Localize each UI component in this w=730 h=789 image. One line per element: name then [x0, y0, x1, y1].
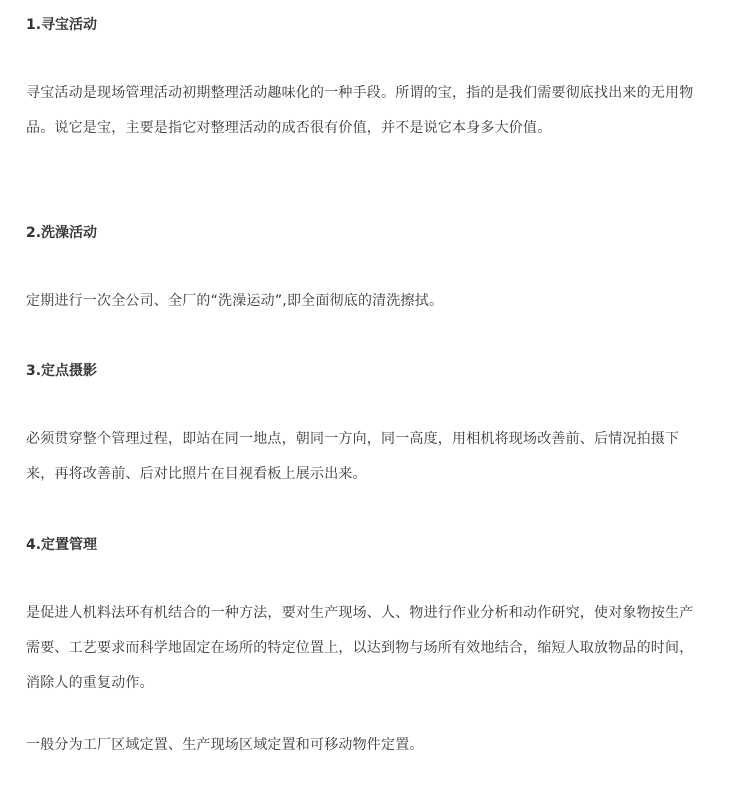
- section-paragraph-bath-activity: 定期进行一次全公司、全厂的“洗澡运动”,即全面彻底的清洗擦拭。: [26, 293, 444, 309]
- section-heading-bath-activity: 2.洗澡活动: [26, 225, 98, 241]
- section-paragraph-treasure-hunt: 寻宝活动是现场管理活动初期整理活动趣味化的一种手段。所谓的宝，指的是我们需要彻底找出来的无用物品。说它是宝，主要是指它对整理活动的成否很有价值，并不是说它本身多大价值。: [26, 85, 694, 136]
- section-heading-placement-management: 4.定置管理: [26, 537, 98, 553]
- section-paragraph-placement-management: 是促进人机料法环有机结合的一种方法，要对生产现场、人、物进行作业分析和动作研究，使对象物按生产需要、工艺要求而科学地固定在场所的特定位置上，以达到物与场所有效地结合，缩短人取放物品的时间，消除人的重复动作。: [26, 605, 694, 691]
- section-paragraph-fixed-point-photo: 必须贯穿整个管理过程，即站在同一地点，朝同一方向，同一高度，用相机将现场改善前、后情况拍摄下来，再将改善前、后对比照片在目视看板上展示出来。: [26, 431, 680, 482]
- section-heading-fixed-point-photo: 3.定点摄影: [26, 363, 98, 379]
- section-paragraph-placement-types: 一般分为工厂区域定置、生产现场区域定置和可移动物件定置。: [26, 737, 424, 753]
- section-heading-treasure-hunt: 1.寻宝活动: [26, 17, 98, 33]
